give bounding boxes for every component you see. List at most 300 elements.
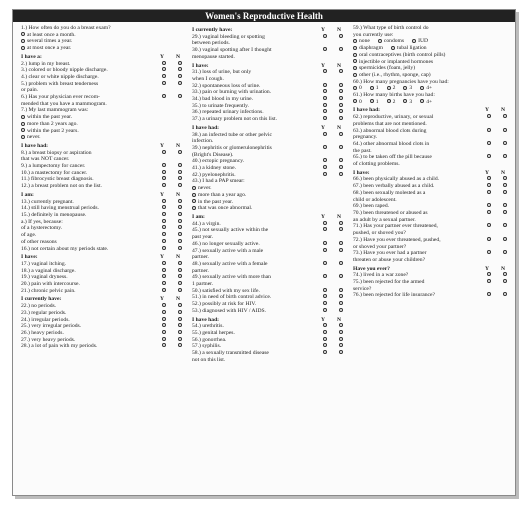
radio-circle[interactable]: [323, 132, 327, 136]
item-text: 68.) been sexually molested as a: [353, 189, 426, 196]
no-column-header: N: [336, 27, 341, 33]
radio-circle[interactable]: [323, 274, 327, 278]
radio-circle[interactable]: [178, 74, 182, 78]
radio-circle[interactable]: [178, 261, 182, 265]
radio-circle[interactable]: [339, 288, 343, 292]
radio-circle[interactable]: [339, 274, 343, 278]
item-text: 9.) a lumpectomy for cancer.: [21, 163, 86, 170]
radio-circle[interactable]: [378, 39, 382, 43]
radio-circle[interactable]: [487, 223, 491, 227]
radio-circle[interactable]: [503, 154, 507, 158]
yes-column-header: Y: [320, 62, 325, 69]
radio-circle[interactable]: [162, 246, 166, 250]
radio-circle[interactable]: [178, 81, 182, 85]
radio-circle[interactable]: [178, 303, 182, 307]
radio-circle[interactable]: [503, 250, 507, 254]
radio-circle[interactable]: [21, 135, 25, 139]
radio-circle[interactable]: [323, 103, 327, 107]
radio-circle[interactable]: [192, 186, 196, 190]
question-row: [21, 343, 186, 350]
radio-circle[interactable]: [178, 317, 182, 321]
item-text: tubal ligation: [396, 45, 427, 52]
item-text: several times a year.: [27, 38, 73, 45]
radio-circle[interactable]: [178, 232, 182, 236]
radio-circle[interactable]: [162, 199, 166, 203]
question-text: [353, 92, 511, 99]
radio-circle[interactable]: [487, 183, 491, 187]
radio-circle[interactable]: [162, 310, 166, 314]
radio-circle[interactable]: [339, 158, 343, 162]
radio-circle[interactable]: [503, 176, 507, 180]
radio-circle[interactable]: [192, 199, 196, 203]
question-row: [21, 246, 186, 253]
yes-column-header: Y: [159, 254, 164, 261]
radio-circle[interactable]: [192, 193, 196, 197]
radio-circle[interactable]: [339, 165, 343, 169]
radio-circle[interactable]: [503, 237, 507, 241]
radio-circle[interactable]: [487, 237, 491, 241]
radio-circle[interactable]: [503, 223, 507, 227]
item-text: 75.) been rejected for the armed: [353, 279, 425, 286]
radio-circle[interactable]: [487, 279, 491, 283]
radio-circle[interactable]: [162, 268, 166, 272]
question-continuation: [192, 234, 347, 241]
radio-circle[interactable]: [323, 83, 327, 87]
radio-circle[interactable]: [503, 183, 507, 187]
no-column-header: N: [336, 62, 341, 69]
radio-circle[interactable]: [339, 103, 343, 107]
item-text: 73.) Have you ever had a partner: [353, 250, 427, 257]
item-text: 69.) been raped.: [353, 203, 390, 210]
radio-circle[interactable]: [178, 268, 182, 272]
radio-circle[interactable]: [162, 81, 166, 85]
item-text: 52.) possibly at risk for HIV.: [192, 301, 257, 308]
question-row: [353, 141, 511, 148]
item-text: 24.) irregular periods.: [21, 316, 70, 323]
item-text: IUD: [418, 38, 429, 45]
item-text: 51.) in need of birth control advice.: [192, 294, 272, 301]
item-text: 40.) ectopic pregnancy.: [192, 158, 245, 165]
question-row: [21, 205, 186, 212]
option-row: [21, 128, 186, 135]
radio-circle[interactable]: [178, 176, 182, 180]
item-text: I have had:: [192, 124, 220, 131]
radio-circle[interactable]: [162, 343, 166, 347]
radio-circle[interactable]: [178, 330, 182, 334]
radio-circle[interactable]: [162, 61, 166, 65]
question-row: [192, 241, 347, 248]
no-column-header: N: [175, 142, 180, 149]
item-text: (Bright's Disease).: [192, 151, 234, 158]
question-row: [21, 163, 186, 170]
radio-circle[interactable]: [162, 232, 166, 236]
question-row: [192, 301, 347, 308]
item-text: 1: [375, 98, 379, 105]
radio-circle[interactable]: [503, 292, 507, 296]
radio-circle[interactable]: [403, 99, 407, 103]
question-row: [21, 261, 186, 268]
radio-circle[interactable]: [323, 343, 327, 347]
radio-circle[interactable]: [162, 330, 166, 334]
item-text: 4+: [426, 85, 433, 92]
radio-circle[interactable]: [178, 274, 182, 278]
radio-circle[interactable]: [339, 89, 343, 93]
radio-circle[interactable]: [178, 61, 182, 65]
radio-circle[interactable]: [323, 158, 327, 162]
radio-circle[interactable]: [162, 261, 166, 265]
radio-circle[interactable]: [323, 227, 327, 231]
item-text: I have had:: [353, 107, 381, 114]
question-row: [21, 303, 186, 310]
no-column-header: N: [336, 124, 341, 131]
item-text: I have:: [353, 169, 370, 176]
item-text: an adult by a sexual partner.: [353, 216, 416, 223]
radio-circle[interactable]: [178, 281, 182, 285]
radio-circle[interactable]: [323, 221, 327, 225]
radio-circle[interactable]: [353, 59, 357, 63]
radio-circle[interactable]: [503, 190, 507, 194]
no-column-header: N: [500, 265, 505, 272]
radio-circle[interactable]: [323, 337, 327, 341]
radio-circle[interactable]: [339, 343, 343, 347]
item-text: that was NOT cancer.: [21, 156, 70, 163]
radio-circle[interactable]: [178, 199, 182, 203]
radio-circle[interactable]: [339, 221, 343, 225]
radio-circle[interactable]: [178, 150, 182, 154]
question-row: [192, 165, 347, 172]
question-row: [353, 114, 511, 121]
question-row: [192, 69, 347, 76]
radio-circle[interactable]: [370, 86, 374, 90]
radio-circle[interactable]: [339, 116, 343, 120]
no-column-header: N: [175, 191, 180, 198]
radio-circle[interactable]: [178, 225, 182, 229]
question-row: [192, 227, 347, 234]
radio-circle[interactable]: [339, 145, 343, 149]
radio-circle[interactable]: [370, 99, 374, 103]
radio-circle[interactable]: [162, 323, 166, 327]
radio-circle[interactable]: [503, 203, 507, 207]
radio-circle[interactable]: [323, 96, 327, 100]
question-row: [353, 210, 511, 217]
radio-circle[interactable]: [21, 128, 25, 132]
radio-circle[interactable]: [178, 288, 182, 292]
radio-circle[interactable]: [391, 46, 395, 50]
item-text: a.) If yes, because:: [21, 218, 63, 225]
radio-circle[interactable]: [178, 183, 182, 187]
radio-circle[interactable]: [162, 163, 166, 167]
item-text: or pain.: [21, 87, 39, 94]
item-text: 63.) abnormal blood clots during: [353, 127, 427, 134]
radio-circle[interactable]: [339, 227, 343, 231]
item-text: 1.) How often do you do a breast exam?: [21, 25, 111, 31]
form-page: [12, 9, 516, 496]
radio-circle[interactable]: [339, 330, 343, 334]
option-row: [21, 45, 186, 52]
question-row: [192, 330, 347, 337]
question-continuation: [192, 138, 347, 145]
radio-circle[interactable]: [339, 109, 343, 113]
radio-circle[interactable]: [353, 86, 357, 90]
item-text: I currently have:: [21, 296, 62, 303]
radio-circle[interactable]: [178, 170, 182, 174]
radio-circle[interactable]: [339, 301, 343, 305]
radio-circle[interactable]: [353, 73, 357, 77]
radio-circle[interactable]: [162, 337, 166, 341]
question-row: [21, 288, 186, 295]
radio-circle[interactable]: [323, 165, 327, 169]
item-text: in the past year.: [198, 198, 234, 205]
radio-circle[interactable]: [162, 225, 166, 229]
radio-circle[interactable]: [323, 116, 327, 120]
item-text: 3: [409, 98, 413, 105]
radio-circle[interactable]: [503, 279, 507, 283]
radio-circle[interactable]: [162, 281, 166, 285]
radio-circle[interactable]: [162, 94, 166, 98]
item-text: 61.) How many births have you had:: [353, 92, 435, 99]
option-row: [21, 134, 186, 141]
radio-circle[interactable]: [503, 141, 507, 145]
radio-circle[interactable]: [162, 183, 166, 187]
item-text: 6.) Has your physician ever recom-: [21, 94, 100, 101]
item-text: oral contraceptives (birth control pills): [359, 51, 446, 58]
radio-circle[interactable]: [339, 34, 343, 38]
radio-circle[interactable]: [503, 210, 507, 214]
radio-circle[interactable]: [339, 261, 343, 265]
item-text: partner.: [192, 267, 209, 274]
section-heading: [21, 254, 186, 261]
item-text: 27.) very heavy periods.: [21, 336, 76, 343]
radio-circle[interactable]: [162, 150, 166, 154]
radio-circle[interactable]: [487, 292, 491, 296]
radio-circle[interactable]: [162, 170, 166, 174]
no-column-header: N: [336, 213, 341, 220]
yes-column-header: Y: [484, 169, 489, 176]
radio-circle[interactable]: [353, 53, 357, 57]
item-text: I am:: [192, 213, 205, 220]
item-text: 62.) reproductive, urinary, or sexual: [353, 114, 434, 121]
item-text: 53.) diagnosed with HIV / AIDS.: [192, 307, 267, 314]
radio-circle[interactable]: [353, 46, 357, 50]
item-text: 76.) been rejected for life insurance?: [353, 292, 435, 299]
radio-circle[interactable]: [323, 308, 327, 312]
radio-circle[interactable]: [353, 39, 357, 43]
radio-circle[interactable]: [178, 67, 182, 71]
no-column-header: N: [175, 254, 180, 261]
radio-circle[interactable]: [487, 203, 491, 207]
radio-circle[interactable]: [162, 274, 166, 278]
item-text: more than 2 years ago.: [27, 120, 78, 127]
radio-circle[interactable]: [487, 176, 491, 180]
item-text: I currently have:: [192, 27, 233, 33]
radio-circle[interactable]: [487, 272, 491, 276]
radio-circle[interactable]: [339, 241, 343, 245]
yes-column-header: Y: [159, 142, 164, 149]
radio-circle[interactable]: [323, 350, 327, 354]
radio-circle[interactable]: [323, 69, 327, 73]
option-row: [21, 121, 186, 128]
radio-circle[interactable]: [323, 109, 327, 113]
radio-circle[interactable]: [339, 69, 343, 73]
item-text: when I cough.: [192, 75, 224, 82]
item-text: mended that you have a mammogram.: [21, 100, 107, 107]
radio-circle[interactable]: [420, 86, 424, 90]
item-text: 26.) heavy periods.: [21, 329, 64, 336]
item-text: more than a year ago.: [198, 191, 247, 198]
radio-circle[interactable]: [353, 66, 357, 70]
radio-circle[interactable]: [339, 83, 343, 87]
yes-column-header: Y: [484, 107, 489, 114]
radio-circle[interactable]: [178, 212, 182, 216]
radio-circle[interactable]: [487, 114, 491, 118]
section-heading: [192, 125, 347, 132]
item-text: 31.) loss of urine, but only: [192, 69, 252, 76]
radio-circle[interactable]: [503, 128, 507, 132]
radio-circle[interactable]: [323, 288, 327, 292]
radio-circle[interactable]: [323, 47, 327, 51]
radio-circle[interactable]: [162, 239, 166, 243]
item-text: 21.) chronic pelvic pain.: [21, 287, 76, 294]
radio-circle[interactable]: [487, 190, 491, 194]
question-row: [192, 116, 347, 123]
radio-circle[interactable]: [412, 39, 416, 43]
radio-circle[interactable]: [162, 176, 166, 180]
radio-circle[interactable]: [162, 212, 166, 216]
radio-circle[interactable]: [323, 248, 327, 252]
radio-circle[interactable]: [162, 317, 166, 321]
item-text: within the past 2 years.: [27, 127, 79, 134]
item-text: child or adolescent.: [353, 196, 397, 203]
question-row: [353, 128, 511, 135]
question-row: [21, 74, 186, 81]
radio-circle[interactable]: [487, 210, 491, 214]
radio-circle[interactable]: [323, 330, 327, 334]
radio-circle[interactable]: [178, 246, 182, 250]
radio-circle[interactable]: [178, 337, 182, 341]
radio-circle[interactable]: [323, 34, 327, 38]
radio-circle[interactable]: [323, 89, 327, 93]
radio-circle[interactable]: [162, 288, 166, 292]
radio-circle[interactable]: [339, 350, 343, 354]
column-left: [21, 25, 186, 350]
option-row: [21, 32, 186, 39]
question-row: [353, 279, 511, 286]
radio-circle[interactable]: [162, 303, 166, 307]
item-text: I have:: [192, 62, 209, 69]
question-row: [353, 190, 511, 197]
radio-circle[interactable]: [21, 122, 25, 126]
radio-circle[interactable]: [178, 163, 182, 167]
question-row: [21, 225, 186, 232]
item-text: Have you ever?: [353, 265, 390, 272]
radio-circle[interactable]: [162, 205, 166, 209]
radio-circle[interactable]: [487, 250, 491, 254]
radio-circle[interactable]: [339, 323, 343, 327]
option-row: [192, 192, 347, 199]
radio-circle[interactable]: [21, 115, 25, 119]
item-text: 57.) syphilis.: [192, 343, 222, 350]
question-continuation: [353, 230, 511, 237]
question-row: [192, 274, 347, 281]
radio-circle[interactable]: [503, 272, 507, 276]
radio-circle[interactable]: [339, 248, 343, 252]
radio-circle[interactable]: [487, 128, 491, 132]
question-row: [21, 94, 186, 101]
radio-circle[interactable]: [21, 32, 25, 36]
radio-circle[interactable]: [323, 241, 327, 245]
radio-circle[interactable]: [323, 145, 327, 149]
question-continuation: [353, 134, 511, 141]
radio-circle[interactable]: [487, 141, 491, 145]
radio-circle[interactable]: [387, 99, 391, 103]
radio-circle[interactable]: [339, 337, 343, 341]
radio-circle[interactable]: [339, 47, 343, 51]
item-text: you currently use:: [353, 31, 394, 38]
radio-circle[interactable]: [403, 86, 407, 90]
radio-circle[interactable]: [323, 172, 327, 176]
item-text: 5.) problem with breast tenderness: [21, 80, 99, 87]
item-text: 34.) bad blood in my urine.: [192, 96, 254, 103]
radio-circle[interactable]: [339, 132, 343, 136]
radio-circle[interactable]: [323, 301, 327, 305]
radio-circle[interactable]: [178, 323, 182, 327]
radio-circle[interactable]: [178, 205, 182, 209]
item-text: 4+: [426, 98, 433, 105]
radio-circle[interactable]: [178, 219, 182, 223]
question-row: [192, 132, 347, 139]
radio-circle[interactable]: [353, 99, 357, 103]
item-text: none: [359, 38, 370, 45]
radio-circle[interactable]: [178, 310, 182, 314]
item-text: 32.) spontaneous loss of urine.: [192, 82, 261, 89]
radio-circle[interactable]: [192, 206, 196, 210]
radio-circle[interactable]: [323, 323, 327, 327]
radio-circle[interactable]: [162, 219, 166, 223]
item-text: pushed, or shoved you?: [353, 230, 406, 237]
radio-circle[interactable]: [339, 96, 343, 100]
radio-circle[interactable]: [387, 86, 391, 90]
radio-circle[interactable]: [339, 294, 343, 298]
radio-circle[interactable]: [323, 294, 327, 298]
item-text: 17.) vaginal itching.: [21, 260, 67, 267]
item-text: within the past year.: [27, 114, 73, 121]
question-row: [353, 237, 511, 244]
item-text: 14.) still having menstrual periods.: [21, 205, 99, 212]
item-text: at least once a month.: [27, 31, 76, 38]
question-text: [353, 79, 511, 86]
radio-circle[interactable]: [339, 308, 343, 312]
item-text: or shoved your partner?: [353, 243, 407, 250]
radio-circle[interactable]: [503, 114, 507, 118]
radio-circle[interactable]: [178, 343, 182, 347]
radio-circle[interactable]: [487, 154, 491, 158]
item-text: 2: [392, 98, 396, 105]
radio-circle[interactable]: [162, 74, 166, 78]
radio-circle[interactable]: [339, 172, 343, 176]
form-title: Women's Reproductive Health: [13, 10, 515, 22]
radio-circle[interactable]: [420, 99, 424, 103]
radio-circle[interactable]: [21, 39, 25, 43]
radio-circle[interactable]: [162, 67, 166, 71]
radio-circle[interactable]: [178, 94, 182, 98]
question-continuation: [192, 76, 347, 83]
item-text: menopause started.: [192, 53, 235, 60]
item-text: at most once a year.: [27, 45, 72, 52]
radio-circle[interactable]: [178, 239, 182, 243]
radio-circle[interactable]: [21, 46, 25, 50]
radio-circle[interactable]: [323, 261, 327, 265]
item-text: 12.) a breast problem not on the list.: [21, 183, 102, 190]
